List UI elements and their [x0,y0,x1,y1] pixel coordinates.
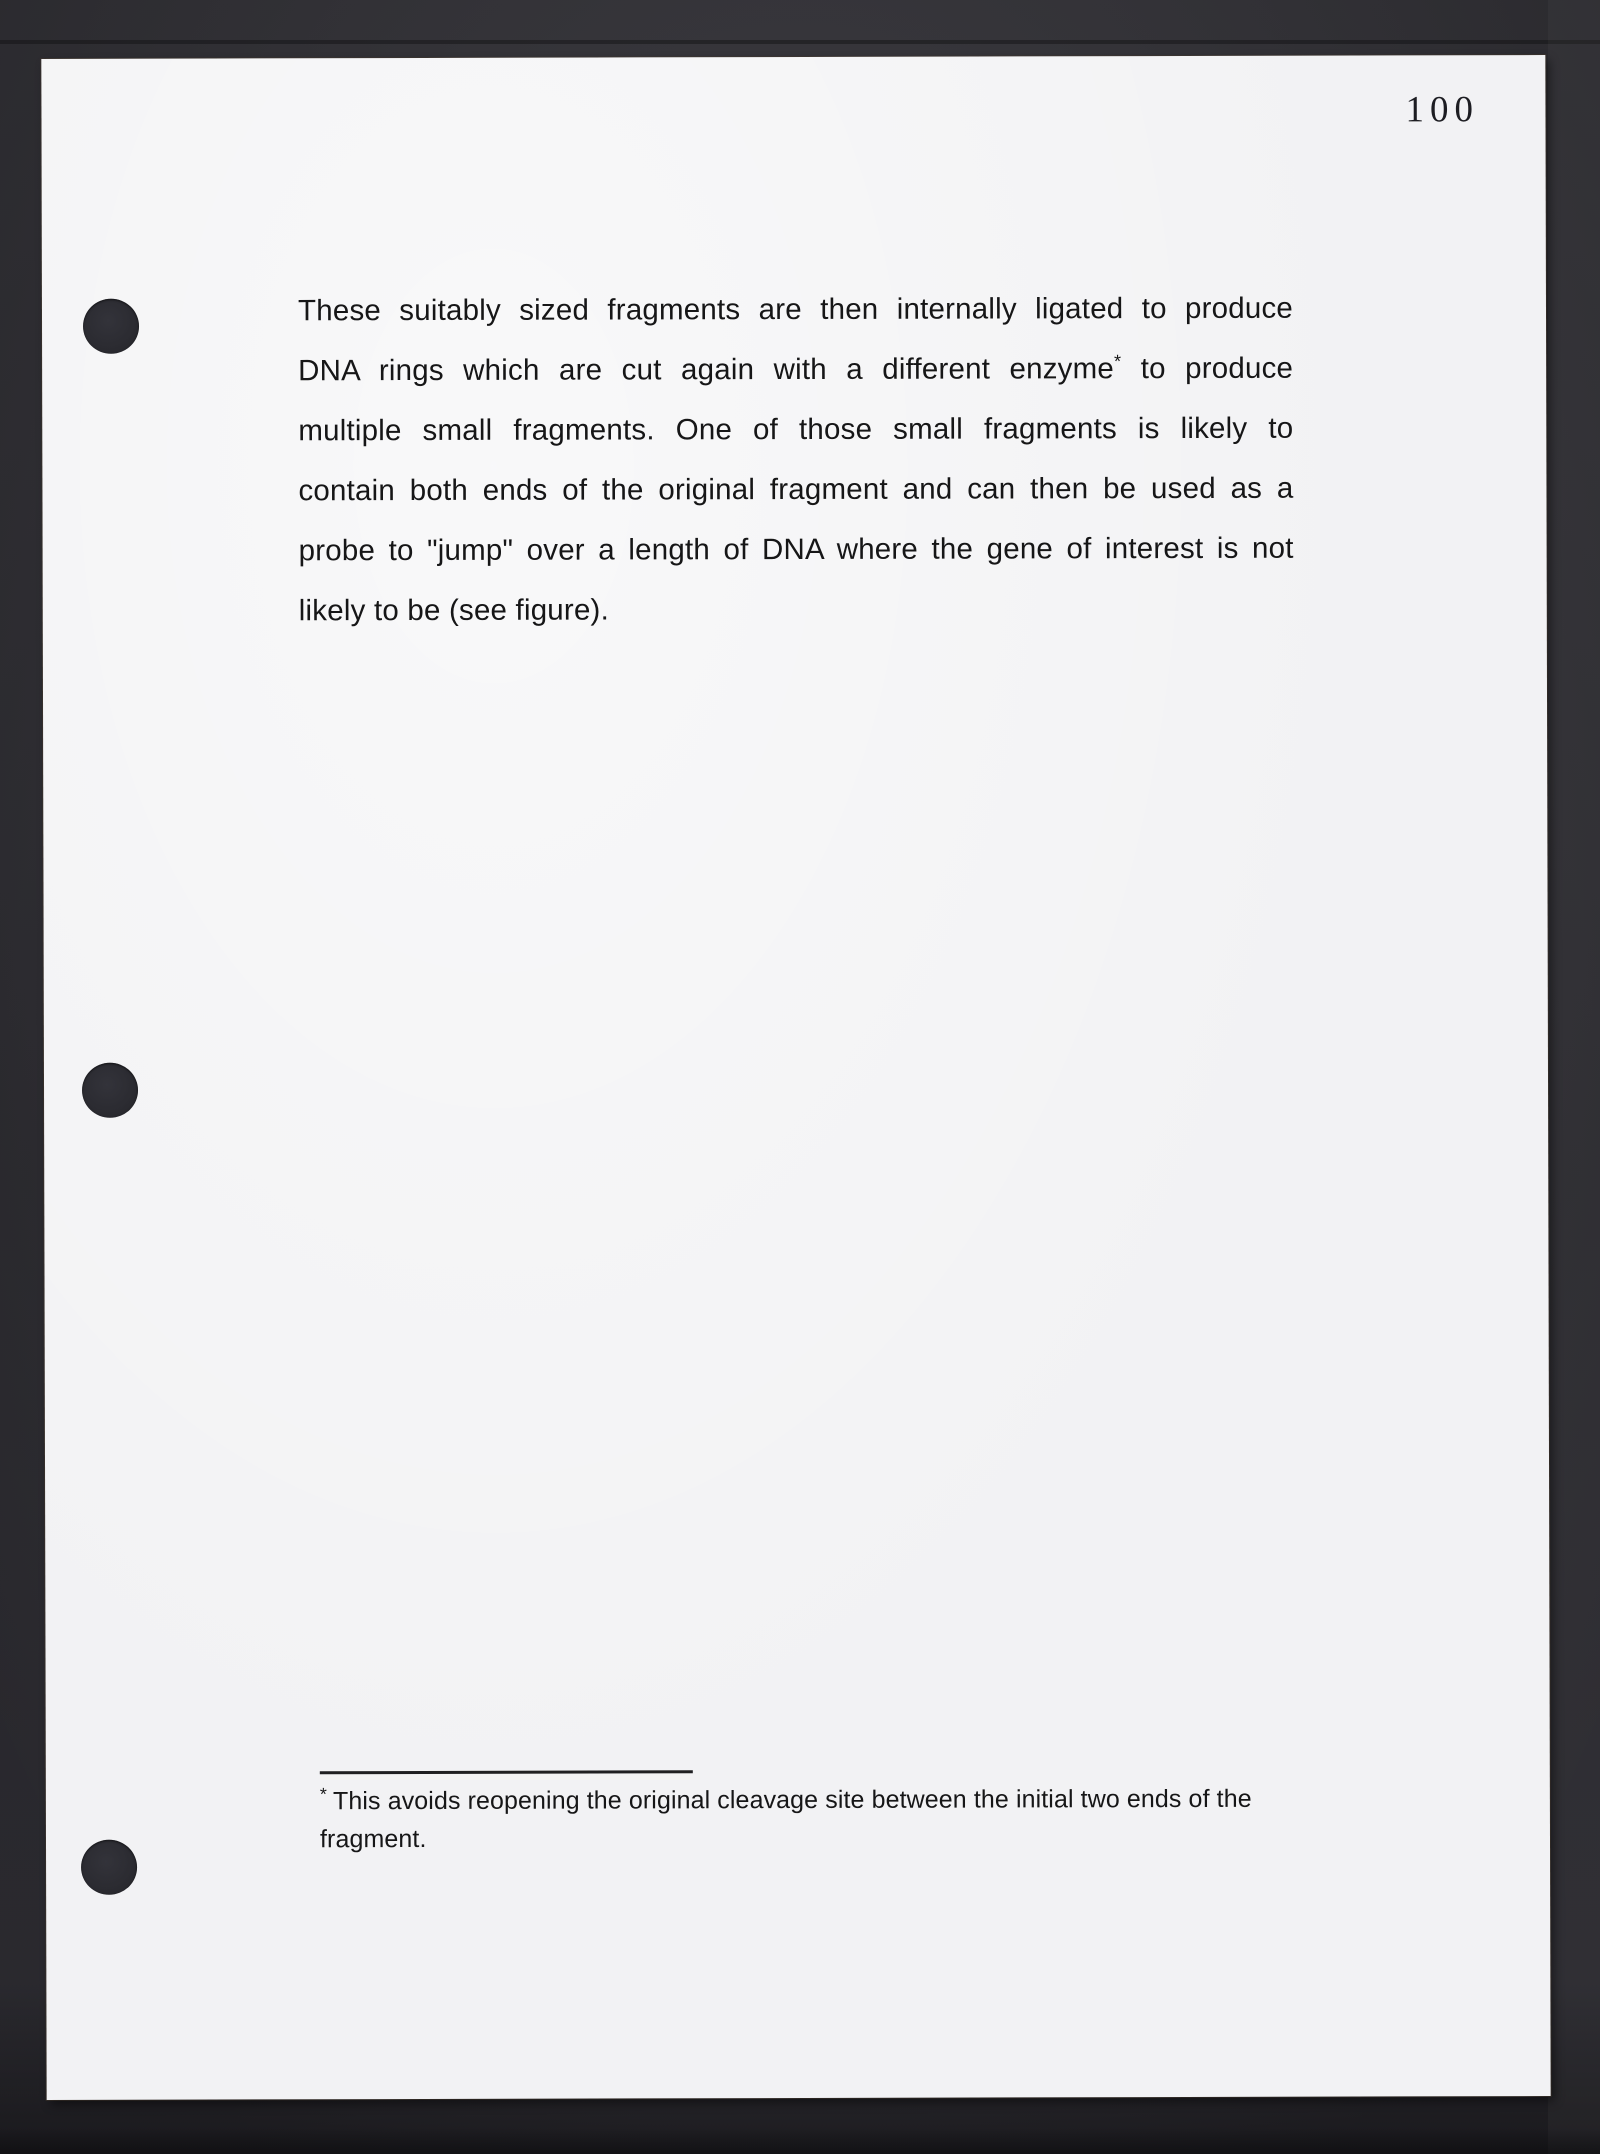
footnote-text-line-1: This avoids reopening the original cleavage site between the initial two ends of the [332,1784,1252,1816]
punch-hole-middle [82,1063,138,1118]
paragraph-line-3: multiple small fragments. One of those small fragments is likely to [298,411,1294,448]
paragraph-line-2 [298,339,1293,402]
body-paragraph [298,279,1294,642]
footnote-separator-rule [320,1770,693,1774]
paragraph-line-5: probe to "jump" over a length of DNA where the gene of interest is not [298,531,1294,568]
paragraph-line-1: These suitably sized fragments are then internally ligated to produce [297,291,1294,328]
backing-sheet-top-seam [0,40,1600,44]
backing-sheet-right-strip [1548,0,1600,2154]
footnote [320,1780,1330,1859]
footnote-text-line-2: fragment. [319,1824,427,1854]
punch-hole-bottom [81,1840,137,1895]
backing-sheet-bottom-shadow [0,2128,1600,2154]
paragraph-line-2-continuation: to produce [1121,351,1294,386]
footnote-marker-asterisk: * [319,1783,328,1804]
document-page [41,55,1550,2100]
footnote-reference-asterisk: * [1113,350,1122,372]
paragraph-line-4: contain both ends of the original fragment and can then be used as a [298,471,1294,508]
paragraph-line-6: likely to be (see figure). [298,593,609,628]
page-number: 100 [1405,89,1480,131]
paragraph-line-2-text: DNA rings which are cut again with a different enzyme [298,352,1115,388]
punch-hole-top [83,299,139,354]
